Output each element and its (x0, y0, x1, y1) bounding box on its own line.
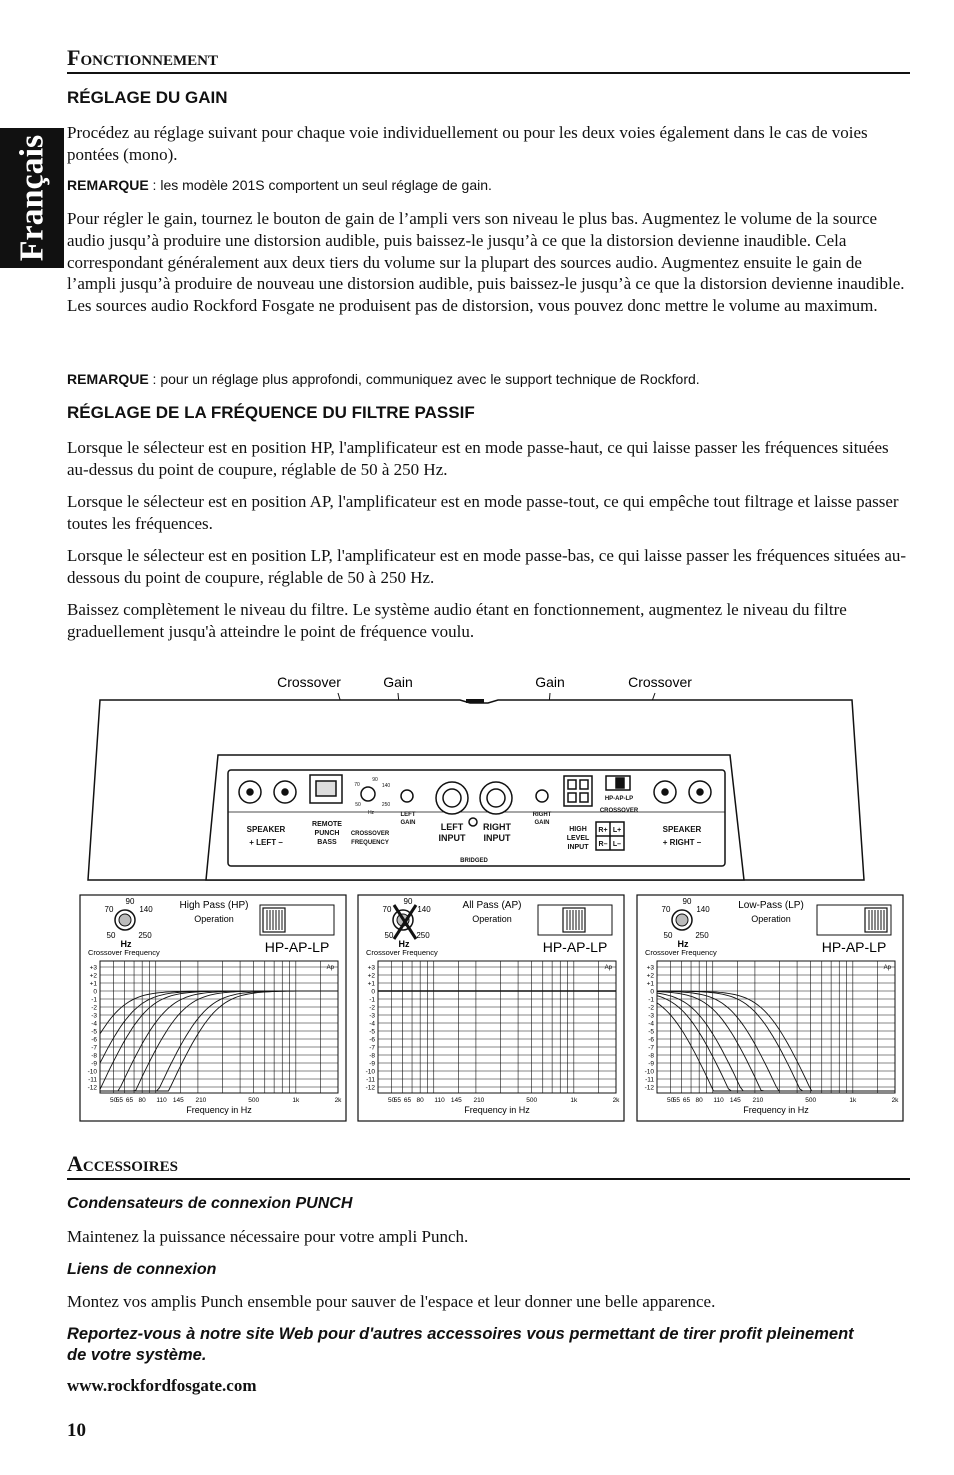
amplifier-diagram (0, 668, 954, 1128)
x-tick-label: 65 (125, 1097, 134, 1104)
y-tick-label: -5 (91, 1028, 97, 1036)
gain-paragraph-1: Procédez au réglage suivant pour chaque voie individuellement ou pour les deux voies également dans le cas de voies pontées (mono). (67, 123, 868, 164)
filter-paragraph-2: Lorsque le sélecteur est en position AP, l'amplificateur est en mode passe-tout, ce qui empêche tout filtrage et laisse passer toutes les fréquences. (67, 492, 899, 533)
y-tick-label: -10 (365, 1068, 375, 1076)
corner-label: Ap (326, 965, 334, 971)
knob-tick: 90 (403, 897, 413, 906)
graph-lp (637, 895, 903, 1121)
y-tick-label: -12 (644, 1084, 654, 1092)
x-tick-label: 2k (612, 1097, 620, 1104)
left-input-label-2: INPUT (438, 833, 466, 843)
crossover-frequency-label: Crossover Frequency (88, 948, 160, 957)
speaker-left-label: SPEAKER (246, 825, 286, 834)
bridged-label: BRIDGED (460, 858, 488, 864)
y-tick-label: -6 (369, 1036, 375, 1044)
knob-center (676, 914, 688, 926)
website-url[interactable]: www.rockfordfosgate.com (67, 1376, 257, 1395)
y-tick-label: -12 (365, 1084, 375, 1092)
gain-note-1 (67, 177, 912, 193)
speaker-right-label: SPEAKER (662, 825, 702, 834)
knob-tick: 50 (384, 931, 394, 940)
switch-label: HP-AP-LP (542, 939, 608, 955)
filter-paragraph-1: Lorsque le sélecteur est en position HP, l'amplificateur est en mode passe-haut, ce qui laisse passer les fréquences situées au-dessus du point de coupure, réglable de 50 à 250 Hz. (67, 438, 889, 479)
y-tick-label: -2 (369, 1004, 375, 1012)
y-tick-label: +1 (646, 980, 654, 988)
graph-subtitle: Operation (751, 914, 791, 924)
knob-tick: 70 (104, 905, 114, 914)
filter-heading: RÉGLAGE DE LA FRÉQUENCE DU FILTRE PASSIF (67, 403, 475, 422)
hp-ap-lp-panel-label: HP-AP-LP (604, 796, 634, 802)
knob-tick: 140 (417, 905, 431, 914)
switch-label: HP-AP-LP (264, 939, 330, 955)
x-tick-label: 145 (450, 1097, 462, 1104)
high-label: HIGH (569, 826, 587, 833)
x-tick-label: 110 (713, 1097, 724, 1104)
punch-label: PUNCH (314, 830, 340, 837)
x-tick-label: 110 (156, 1097, 167, 1104)
y-tick-label: 0 (650, 988, 654, 996)
left-gain-label-1: LEFT (400, 812, 416, 818)
y-tick-label: +3 (367, 964, 375, 972)
y-tick-label: +1 (367, 980, 375, 988)
y-tick-label: 0 (93, 988, 97, 996)
right-gain-label-1: RIGHT (532, 812, 552, 818)
level-label: LEVEL (566, 835, 590, 842)
y-tick-label: -4 (369, 1020, 375, 1028)
y-tick-label: +1 (89, 980, 97, 988)
gain-note-2 (67, 371, 912, 387)
graph-subtitle: Operation (194, 914, 234, 924)
accessory-2-title: Liens de connexion (67, 1261, 217, 1278)
x-tick-label: 80 (695, 1097, 703, 1104)
x-tick-label: 1k (849, 1097, 857, 1104)
y-tick-label: -2 (91, 1004, 97, 1012)
l-minus-label: L– (612, 841, 622, 848)
language-tab (0, 128, 64, 268)
filter-paragraph-3: Lorsque le sélecteur est en position LP, l'amplificateur est en mode passe-bas, ce qui laisse passer les fréquences situées au-dessous du point de coupure, réglable de 50 à 250 Hz. (67, 546, 907, 587)
remote-label: REMOTE (312, 821, 342, 828)
y-tick-label: -7 (91, 1044, 97, 1052)
y-tick-label: +3 (89, 964, 97, 972)
x-tick-label: 500 (805, 1097, 817, 1104)
knob-tick: 50 (663, 931, 673, 940)
x-tick-label: 145 (729, 1097, 741, 1104)
left-terminal-label: + LEFT – (249, 838, 283, 847)
knob-tick: 70 (382, 905, 392, 914)
x-tick-label: 1k (570, 1097, 578, 1104)
graph-ap (358, 895, 624, 1121)
y-tick-label: -8 (648, 1052, 654, 1060)
x-axis-label: Frequency in Hz (743, 1105, 809, 1115)
graph-title: Low-Pass (LP) (738, 900, 804, 911)
y-tick-label: -4 (91, 1020, 97, 1028)
x-tick-label: 50 (109, 1097, 118, 1104)
x-tick-label: 2k (891, 1097, 899, 1104)
right-gain-label-2: GAIN (534, 820, 550, 826)
language-tab-label: Français (13, 134, 51, 262)
x-tick-label: 65 (682, 1097, 691, 1104)
knob-tick-250: 250 (381, 802, 391, 808)
y-tick-label: -3 (91, 1012, 97, 1020)
x-tick-label: 1k (292, 1097, 300, 1104)
amplifier-body (88, 699, 864, 880)
filter-paragraph-4: Baissez complètement le niveau du filtre. Le système audio étant en fonctionnement, augmentez le niveau du filtre graduellement jusqu'à atteindre le point de fréquence voulu. (67, 600, 847, 641)
bass-label: BASS (317, 839, 337, 846)
page-number: 10 (67, 1420, 86, 1441)
input-label: INPUT (567, 844, 589, 851)
right-terminal-label: + RIGHT – (662, 838, 702, 847)
knob-hz-label: Hz (677, 939, 689, 949)
y-tick-label: -7 (369, 1044, 375, 1052)
knob-tick: 50 (106, 931, 116, 940)
x-tick-label: 55 (672, 1097, 680, 1104)
y-tick-label: -5 (369, 1028, 375, 1036)
knob-tick: 140 (139, 905, 153, 914)
frequency-label: FREQUENCY (351, 840, 389, 846)
x-tick-label: 500 (248, 1097, 260, 1104)
right-input-label-1: RIGHT (483, 822, 511, 832)
callout-gain-left: Gain (383, 674, 413, 690)
graph-hp (80, 895, 346, 1121)
y-tick-label: +2 (646, 972, 654, 980)
y-tick-label: -6 (91, 1036, 97, 1044)
knob-tick: 250 (138, 931, 152, 940)
note-label: REMARQUE (67, 177, 149, 193)
x-tick-label: 55 (393, 1097, 401, 1104)
crossover-panel-label: CROSSOVER (599, 808, 639, 814)
x-axis-label: Frequency in Hz (464, 1105, 530, 1115)
knob-tick-140: 140 (381, 783, 391, 789)
y-tick-label: -1 (648, 996, 654, 1004)
knob-tick: 250 (416, 931, 430, 940)
note-text: : les modèle 201S comportent un seul réglage de gain. (148, 177, 492, 193)
right-input-label-2: INPUT (483, 833, 511, 843)
y-tick-label: -6 (648, 1036, 654, 1044)
knob-hz-label: Hz (398, 939, 410, 949)
promo-text: Reportez-vous à notre site Web pour d'autres accessoires vous permettant de tirer profit pleinement de votre système. (67, 1325, 854, 1364)
x-tick-label: 210 (752, 1097, 764, 1104)
x-tick-label: 50 (666, 1097, 675, 1104)
x-tick-label: 110 (434, 1097, 445, 1104)
y-tick-label: +3 (646, 964, 654, 972)
y-tick-label: +2 (367, 972, 375, 980)
x-tick-label: 65 (403, 1097, 412, 1104)
knob-tick-90: 90 (372, 777, 378, 783)
x-tick-label: 210 (195, 1097, 207, 1104)
x-tick-label: 80 (416, 1097, 424, 1104)
switch-label: HP-AP-LP (821, 939, 887, 955)
y-tick-label: -11 (645, 1076, 654, 1084)
gain-paragraph-2: Pour régler le gain, tournez le bouton de gain de l’ampli vers son niveau le plus bas. Augmentez le volume de la source audio jusqu’à produire une distorsion audible, puis baissez-le jusqu’à ce que la distorsion devienne inaudible. Cela correspondant généralement aux deux tiers du volume sur la plupart des sources audio. Augmentez ensuite le gain de l’ampli jusqu’à produire de nouveau une distorsion audible, puis baissez-le jusqu’à ce que la distorsion devienne inaudible. Les sources audio Rockford Fosgate ne produisent pas de distorsion, vous pouvez donc mettre le volume au maximum. (67, 209, 905, 316)
graph-title: High Pass (HP) (179, 900, 249, 911)
x-tick-label: 145 (172, 1097, 184, 1104)
note-label: REMARQUE (67, 371, 149, 387)
y-tick-label: -10 (87, 1068, 97, 1076)
x-tick-label: 500 (526, 1097, 538, 1104)
note-text: : pour un réglage plus approfondi, communiquez avec le support technique de Rockford. (148, 371, 700, 387)
section-title-accessoires: Accessoires (67, 1152, 910, 1180)
knob-hz: Hz (367, 810, 375, 816)
gain-heading: RÉGLAGE DU GAIN (67, 88, 228, 107)
y-tick-label: -1 (369, 996, 375, 1004)
left-gain-label-2: GAIN (400, 820, 416, 826)
knob-tick-70: 70 (354, 782, 360, 788)
y-tick-label: -9 (91, 1060, 97, 1068)
corner-label: Ap (604, 965, 612, 971)
graph-subtitle: Operation (472, 914, 512, 924)
callout-gain-right: Gain (535, 674, 565, 690)
x-tick-label: 50 (387, 1097, 396, 1104)
y-tick-label: -11 (366, 1076, 375, 1084)
accessory-2-text: Montez vos amplis Punch ensemble pour sauver de l'espace et leur donner une belle apparence. (67, 1292, 716, 1311)
callout-crossover-left: Crossover (277, 674, 341, 690)
accessory-1-text: Maintenez la puissance nécessaire pour votre ampli Punch. (67, 1227, 469, 1246)
x-tick-label: 80 (138, 1097, 146, 1104)
plot-area (100, 961, 338, 1093)
x-tick-label: 2k (334, 1097, 342, 1104)
y-tick-label: -3 (648, 1012, 654, 1020)
plot-area (378, 961, 616, 1093)
left-input-label-1: LEFT (440, 822, 464, 832)
y-tick-label: -1 (91, 996, 97, 1004)
knob-tick-50: 50 (355, 802, 361, 808)
knob-center (119, 914, 131, 926)
graph-title: All Pass (AP) (462, 900, 522, 911)
y-tick-label: -3 (369, 1012, 375, 1020)
crossover-frequency-label: Crossover Frequency (366, 948, 438, 957)
y-tick-label: -12 (87, 1084, 97, 1092)
callout-crossover-right: Crossover (628, 674, 692, 690)
y-tick-label: -7 (648, 1044, 654, 1052)
section-title-fonctionnement: Fonctionnement (67, 46, 910, 74)
knob-tick: 140 (696, 905, 710, 914)
corner-label: Ap (883, 965, 891, 971)
accessory-1-title: Condensateurs de connexion PUNCH (67, 1195, 353, 1212)
y-tick-label: -2 (648, 1004, 654, 1012)
y-tick-label: -9 (369, 1060, 375, 1068)
y-tick-label: -8 (91, 1052, 97, 1060)
crossover-frequency-label: Crossover Frequency (645, 948, 717, 957)
crossover-label: CROSSOVER (350, 831, 390, 837)
y-tick-label: -4 (648, 1020, 654, 1028)
x-tick-label: 210 (473, 1097, 485, 1104)
x-axis-label: Frequency in Hz (186, 1105, 252, 1115)
y-tick-label: -8 (369, 1052, 375, 1060)
knob-tick: 90 (125, 897, 135, 906)
crossover-graphs (80, 895, 903, 1121)
knob-hz-label: Hz (120, 939, 132, 949)
y-tick-label: 0 (371, 988, 375, 996)
knob-tick: 70 (661, 905, 671, 914)
r-minus-label: R– (598, 841, 608, 848)
plot-area (657, 961, 895, 1093)
y-tick-label: -9 (648, 1060, 654, 1068)
y-tick-label: -10 (644, 1068, 654, 1076)
x-tick-label: 55 (115, 1097, 123, 1104)
knob-tick: 250 (695, 931, 709, 940)
y-tick-label: +2 (89, 972, 97, 980)
r-plus-label: R+ (598, 827, 608, 834)
l-plus-label: L+ (612, 827, 622, 834)
y-tick-label: -11 (88, 1076, 97, 1084)
y-tick-label: -5 (648, 1028, 654, 1036)
knob-tick: 90 (682, 897, 692, 906)
